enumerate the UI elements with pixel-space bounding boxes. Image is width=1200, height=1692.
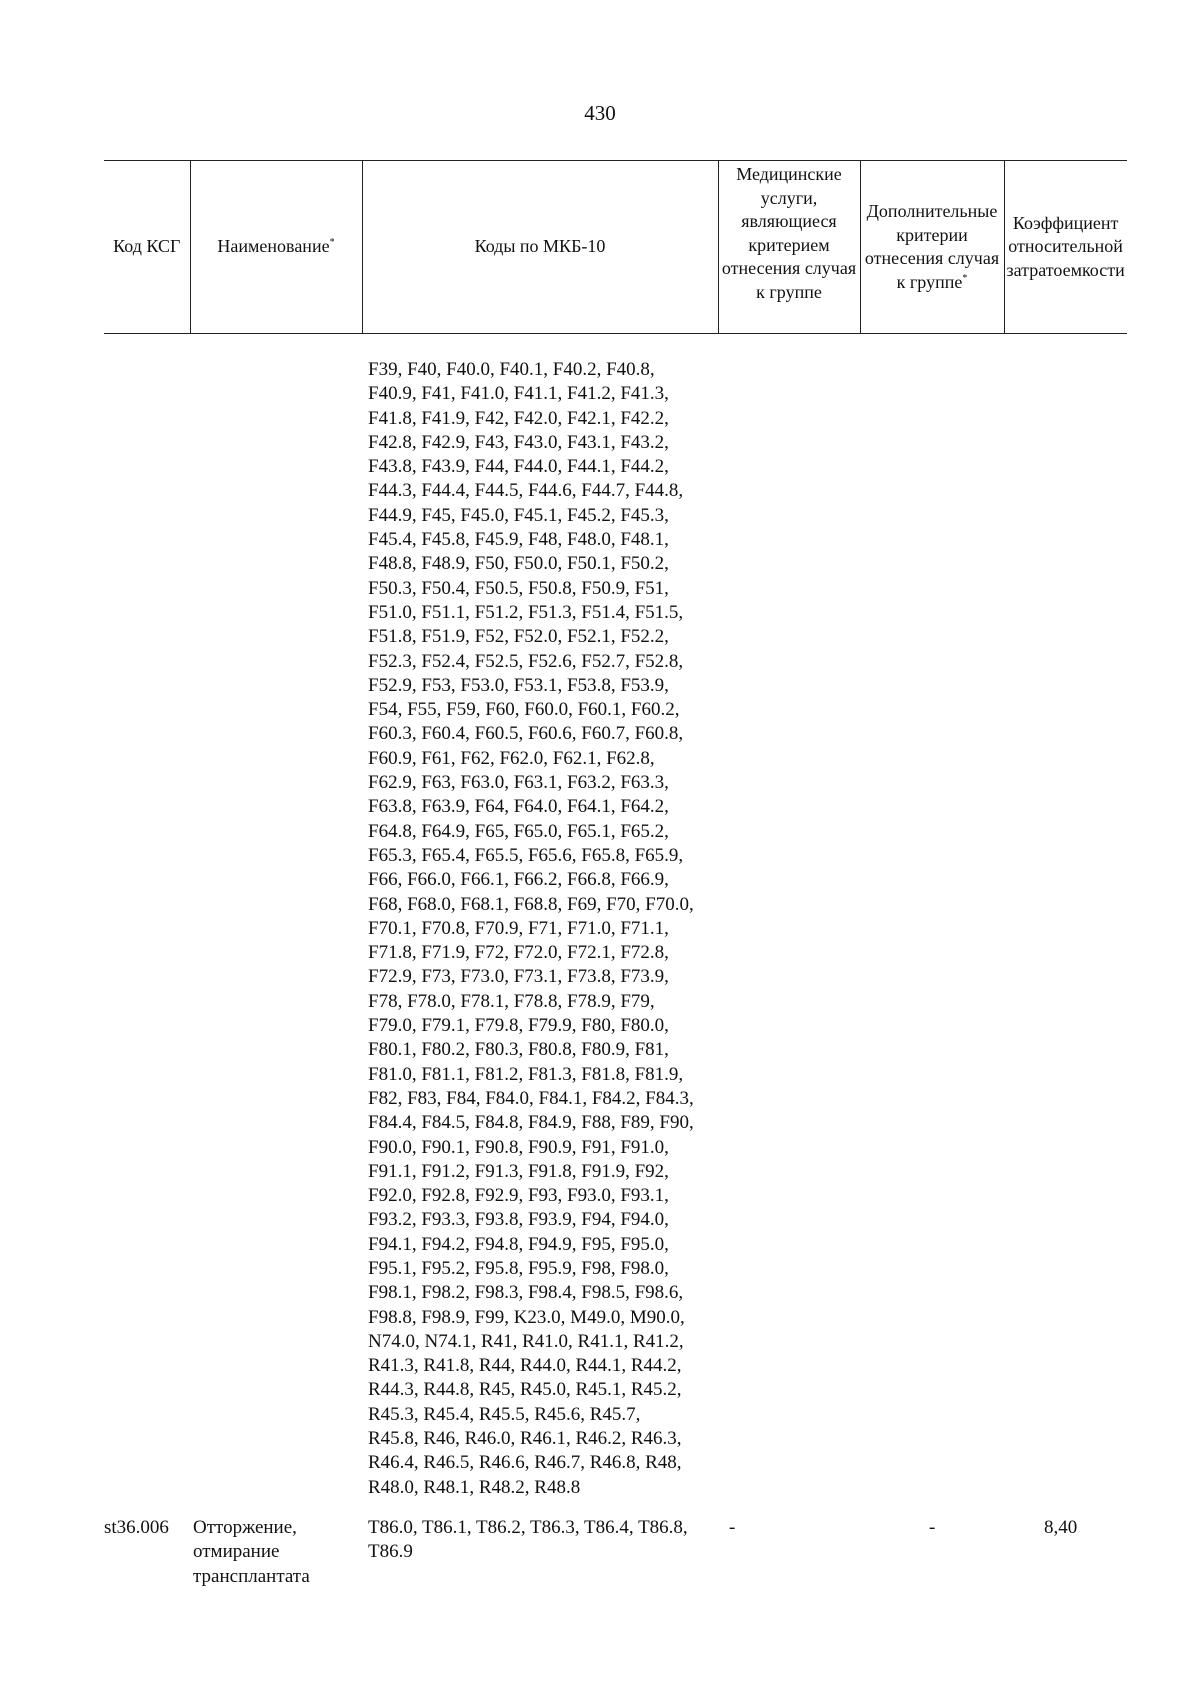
mkb-codes-line: F51.0, F51.1, F51.2, F51.3, F51.4, F51.5,	[368, 601, 684, 623]
mkb-codes-line: F78, F78.0, F78.1, F78.8, F78.9, F79,	[368, 990, 655, 1012]
mkb-codes-line: F41.8, F41.9, F42, F42.0, F42.1, F42.2,	[368, 407, 669, 429]
mkb-codes-line: R45.3, R45.4, R45.5, R45.6, R45.7,	[368, 1403, 641, 1425]
mkb-codes-line: F80.1, F80.2, F80.3, F80.8, F80.9, F81,	[368, 1039, 669, 1061]
mkb-codes-line: F42.8, F42.9, F43, F43.0, F43.1, F43.2,	[368, 431, 669, 453]
mkb-codes-line: F45.4, F45.8, F45.9, F48, F48.0, F48.1,	[368, 529, 669, 551]
mkb-codes-line: F79.0, F79.1, F79.8, F79.9, F80, F80.0,	[368, 1015, 669, 1037]
mkb-codes-line: F82, F83, F84, F84.0, F84.1, F84.2, F84.3,	[368, 1087, 694, 1109]
mkb-codes-line: R41.3, R41.8, R44, R44.0, R44.1, R44.2,	[368, 1355, 682, 1377]
ksg-code-cell: st36.006	[104, 1517, 169, 1538]
mkb-codes-line: F44.3, F44.4, F44.5, F44.6, F44.7, F44.8,	[368, 480, 684, 502]
mkb-codes-line: F91.1, F91.2, F91.3, F91.8, F91.9, F92,	[368, 1160, 669, 1182]
mkb-codes-line: F71.8, F71.9, F72, F72.0, F72.1, F72.8,	[368, 942, 669, 964]
mkb-codes-continued	[368, 358, 728, 1500]
mkb-codes-line: F50.3, F50.4, F50.5, F50.8, F50.9, F51,	[368, 577, 669, 599]
mkb-codes-line: F51.8, F51.9, F52, F52.0, F52.1, F52.2,	[368, 626, 669, 648]
header-coefficient: Коэффициент относительной затратоемкости	[1004, 161, 1127, 334]
extra-criteria-cell: -	[929, 1517, 936, 1538]
mkb-codes-line: F92.0, F92.8, F92.9, F93, F93.0, F93.1,	[368, 1185, 669, 1207]
mkb-codes-line: F95.1, F95.2, F95.8, F95.9, F98, F98.0,	[368, 1257, 669, 1279]
mkb-codes-line: F98.1, F98.2, F98.3, F98.4, F98.5, F98.6,	[368, 1282, 684, 1304]
mkb-codes-line: N74.0, N74.1, R41, R41.0, R41.1, R41.2,	[368, 1330, 684, 1352]
mkb-codes-line: F43.8, F43.9, F44, F44.0, F44.1, F44.2,	[368, 456, 669, 478]
mkb-codes-line: F62.9, F63, F63.0, F63.1, F63.2, F63.3,	[368, 772, 669, 794]
mkb-codes-line: F64.8, F64.9, F65, F65.0, F65.1, F65.2,	[368, 820, 669, 842]
mkb-codes-line: F44.9, F45, F45.0, F45.1, F45.2, F45.3,	[368, 504, 669, 526]
mkb-codes-line: F60.3, F60.4, F60.5, F60.6, F60.7, F60.8,	[368, 723, 684, 745]
mkb-codes-line: F60.9, F61, F62, F62.0, F62.1, F62.8,	[368, 747, 655, 769]
header-mkb-codes: Коды по МКБ-10	[362, 161, 718, 334]
header-name: Наименование*	[190, 161, 362, 334]
mkb-codes-line: F81.0, F81.1, F81.2, F81.3, F81.8, F81.9,	[368, 1063, 684, 1085]
mkb-codes-line: F94.1, F94.2, F94.8, F94.9, F95, F95.0,	[368, 1233, 669, 1255]
header-ksg-code: Код КСГ	[104, 161, 190, 334]
mkb-codes-line: F66, F66.0, F66.1, F66.2, F66.8, F66.9,	[368, 869, 669, 891]
table-header	[104, 160, 1127, 334]
mkb-codes-line: F48.8, F48.9, F50, F50.0, F50.1, F50.2,	[368, 553, 669, 575]
coefficient-cell: 8,40	[1044, 1517, 1078, 1538]
mkb-codes-line: F98.8, F98.9, F99, K23.0, M49.0, M90.0,	[368, 1306, 685, 1328]
mkb-codes-line: F39, F40, F40.0, F40.1, F40.2, F40.8,	[368, 359, 655, 380]
mkb-codes-line: F70.1, F70.8, F70.9, F71, F71.0, F71.1,	[368, 917, 669, 939]
mkb-codes-line: T86.0, T86.1, T86.2, T86.3, T86.4, T86.8,	[368, 1517, 688, 1538]
mkb-codes-line: R46.4, R46.5, R46.6, R46.7, R46.8, R48,	[368, 1452, 682, 1474]
mkb-codes-line: T86.9	[368, 1541, 413, 1563]
mkb-codes-line: F40.9, F41, F41.0, F41.1, F41.2, F41.3,	[368, 383, 669, 405]
mkb-codes-line: F65.3, F65.4, F65.5, F65.6, F65.8, F65.9,	[368, 844, 684, 866]
footnote-asterisk: *	[962, 272, 968, 284]
mkb-codes-line: F84.4, F84.5, F84.8, F84.9, F88, F89, F90,	[368, 1112, 694, 1134]
mkb-codes-line: F52.9, F53, F53.0, F53.1, F53.8, F53.9,	[368, 674, 669, 696]
mkb-codes-line: R44.3, R44.8, R45, R45.0, R45.1, R45.2,	[368, 1379, 682, 1401]
services-cell: -	[729, 1517, 736, 1538]
mkb-codes-line: F68, F68.0, F68.1, F68.8, F69, F70, F70.0,	[368, 893, 694, 915]
header-extra-criteria: Дополнительные критерии отнесения случая к группе*	[860, 161, 1004, 334]
page-number: 430	[584, 101, 616, 125]
footnote-asterisk: *	[329, 237, 335, 249]
mkb-codes-cell	[368, 1516, 728, 1565]
mkb-codes-line: F72.9, F73, F73.0, F73.1, F73.8, F73.9,	[368, 966, 669, 988]
mkb-codes-line: F52.3, F52.4, F52.5, F52.6, F52.7, F52.8,	[368, 650, 684, 672]
mkb-codes-line: F93.2, F93.3, F93.8, F93.9, F94, F94.0,	[368, 1209, 669, 1231]
ksg-name-cell: Отторжение, отмирание трансплантата	[193, 1517, 310, 1587]
mkb-codes-line: F54, F55, F59, F60, F60.0, F60.1, F60.2,	[368, 699, 680, 721]
mkb-codes-line: R45.8, R46, R46.0, R46.1, R46.2, R46.3,	[368, 1428, 682, 1450]
mkb-codes-line: F90.0, F90.1, F90.8, F90.9, F91, F91.0,	[368, 1136, 669, 1158]
mkb-codes-line: F63.8, F63.9, F64, F64.0, F64.1, F64.2,	[368, 796, 669, 818]
mkb-codes-line: R48.0, R48.1, R48.2, R48.8	[368, 1476, 581, 1498]
header-services: Медицинские услуги, являющиеся критерием отнесения случая к группе	[718, 161, 860, 334]
